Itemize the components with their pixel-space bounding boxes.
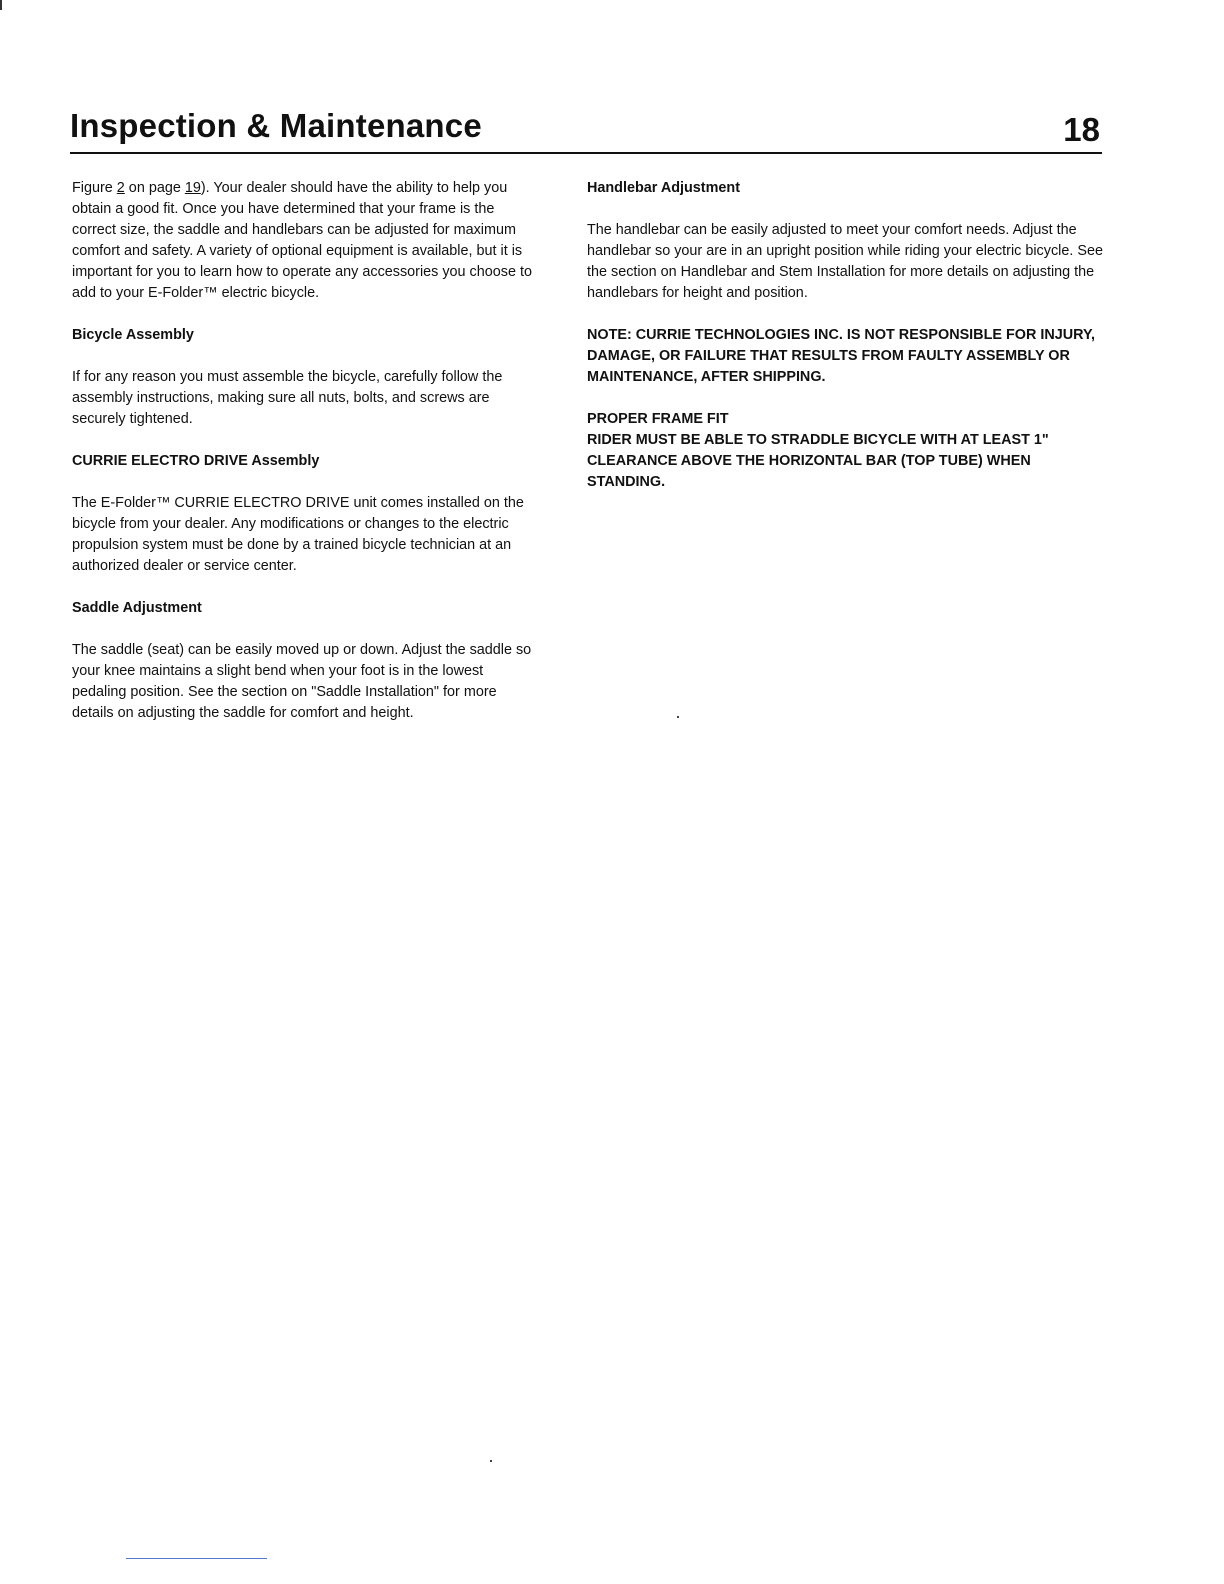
scan-speck [490, 1460, 492, 1462]
liability-note: NOTE: CURRIE TECHNOLOGIES INC. IS NOT RESPONSIBLE FOR INJURY, DAMAGE, OR FAILURE THAT RESULTS FROM FAULTY ASSEMBLY OR MAINTENANCE, AFTER SHIPPING. [587, 327, 1095, 385]
page-number: 18 [1063, 111, 1100, 148]
scan-corner-mark [0, 0, 2, 10]
page-title: Inspection & Maintenance [70, 107, 482, 144]
intro-paragraph [72, 178, 534, 304]
intro-middle: on page [124, 180, 185, 196]
handlebar-adjustment-heading: Handlebar Adjustment [587, 180, 740, 196]
intro-rest: ). Your dealer should have the ability to help you obtain a good fit. Once you have determined that your frame is the correct size, the saddle and handlebars can be adjusted for maximum comfort and safety. A variety of optional equipment is available, but it is important for you to learn how to operate any accessories you choose to add to your E-Folder™ electric bicycle. [72, 180, 532, 301]
drive-assembly-body: The E-Folder™ CURRIE ELECTRO DRIVE unit comes installed on the bicycle from your dealer. Any modifications or changes to the electric propulsion system must be done by a trained bicycle technician at an authorized dealer or service center. [72, 495, 524, 574]
left-column [72, 178, 534, 745]
footer-rule [126, 1558, 267, 1559]
frame-fit-block [587, 409, 1107, 493]
drive-assembly-heading: CURRIE ELECTRO DRIVE Assembly [72, 453, 320, 469]
saddle-adjustment-body: The saddle (seat) can be easily moved up or down. Adjust the saddle so your knee maintains a slight bend when your foot is in the lowest pedaling position. See the section on "Saddle Installation" for more details on adjusting the saddle for comfort and height. [72, 642, 532, 721]
page-header [70, 104, 1102, 154]
bicycle-assembly-heading: Bicycle Assembly [72, 327, 194, 343]
scan-speck [677, 716, 679, 718]
handlebar-adjustment-body: The handlebar can be easily adjusted to meet your comfort needs. Adjust the handlebar so your are in an upright position while riding your electric bicycle. See the section on Handlebar and Stem Installation for more details on adjusting the handlebars for height and position. [587, 222, 1103, 301]
page-reference: 19 [184, 180, 201, 196]
intro-prefix: Figure [72, 180, 117, 196]
right-column [587, 178, 1107, 514]
saddle-adjustment-heading: Saddle Adjustment [72, 600, 202, 616]
bicycle-assembly-body: If for any reason you must assemble the bicycle, carefully follow the assembly instructions, making sure all nuts, bolts, and screws are securely tightened. [72, 369, 503, 427]
figure-reference: 2 [116, 180, 125, 196]
frame-fit-body: RIDER MUST BE ABLE TO STRADDLE BICYCLE WITH AT LEAST 1" CLEARANCE ABOVE THE HORIZONTAL BAR (TOP TUBE) WHEN STANDING. [587, 432, 1049, 490]
frame-fit-heading: PROPER FRAME FIT [587, 411, 729, 427]
